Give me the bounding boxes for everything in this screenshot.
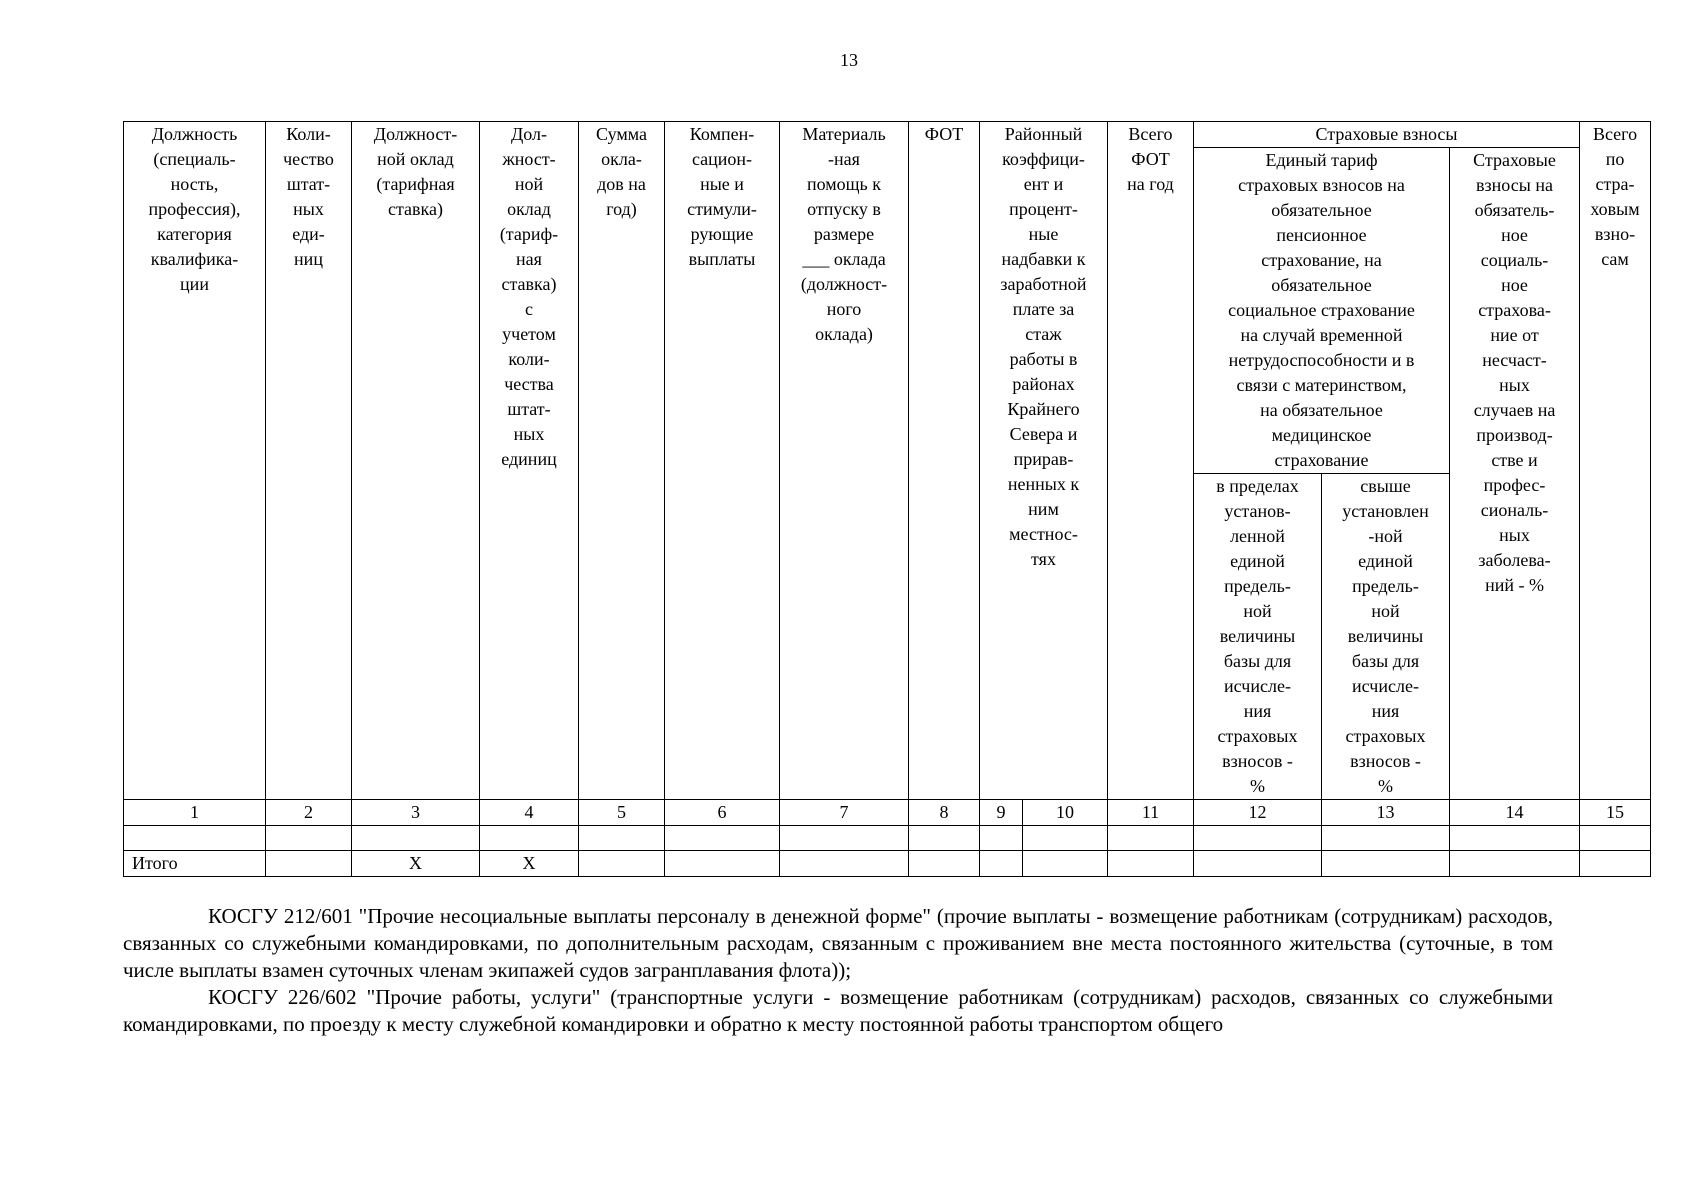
header-salary-with-count: Дол- жност- ной оклад (тариф- ная ставка) с учетом коли- чества штат- ных единиц: [480, 122, 579, 800]
header-annual-salary-sum: Сумма окла- дов на год): [579, 122, 665, 800]
header-total-fot: Всего ФОТ на год: [1108, 122, 1194, 800]
column-number: 15: [1580, 800, 1651, 826]
header-total-insurance: Всего по стра- ховым взно- сам: [1580, 122, 1651, 800]
header-accident-insurance: Страховые взносы на обязатель- ное социаль- ное страхова- ние от несчаст- ных случаев на производ- стве и профес- сиональ- ных заболева- ний - %: [1450, 148, 1580, 800]
paragraph-kosgu-226: КОСГУ 226/602 "Прочие работы, услуги" (транспортные услуги - возмещение работникам (сотрудникам) расходов, связанных со служебными командировками, по проезду к месту служебной командировки и обратно к месту постоянной работы транспортом общего: [123, 985, 1553, 1036]
header-salary: Должност- ной оклад (тарифная ставка): [352, 122, 480, 800]
column-number: 8: [909, 800, 980, 826]
header-fot: ФОТ: [909, 122, 980, 800]
page-number: 13: [840, 50, 858, 70]
header-compensation: Компен- сацион- ные и стимули- рующие выплаты: [665, 122, 780, 800]
column-number: 9: [980, 800, 1023, 826]
payroll-table: [123, 121, 1651, 877]
total-salary-count-marker: Х: [480, 851, 579, 877]
column-number: 3: [352, 800, 480, 826]
column-number: 1: [124, 800, 266, 826]
column-number: 12: [1194, 800, 1322, 826]
column-number: 11: [1108, 800, 1194, 826]
empty-data-row: [124, 826, 1651, 851]
column-number: 7: [780, 800, 909, 826]
column-number: 14: [1450, 800, 1580, 826]
header-material-aid: Материаль -ная помощь к отпуску в размере ___ оклада (должност- ного оклада): [780, 122, 909, 800]
header-insurance-group: Страховые взносы: [1194, 122, 1580, 148]
header-row-1: [124, 122, 1651, 148]
header-above-limit: свыше установлен -ной единой предель- ной величины базы для исчисле- ния страховых взносов - %: [1322, 474, 1450, 800]
column-number: 5: [579, 800, 665, 826]
total-label: Итого: [124, 851, 266, 877]
column-number: 13: [1322, 800, 1450, 826]
total-row: [124, 851, 1651, 877]
column-number: 6: [665, 800, 780, 826]
header-staff-count: Коли- чество штат- ных еди- ниц: [266, 122, 352, 800]
column-number: 2: [266, 800, 352, 826]
total-salary-marker: Х: [352, 851, 480, 877]
header-unified-tariff: Единый тариф страховых взносов на обязательное пенсионное страхование, на обязательное социальное страхование на случай временной нетрудоспособности и в связи с материнством, на обязательное медицинское страхование: [1194, 148, 1450, 474]
column-numbers-row: [124, 800, 1651, 826]
paragraph-kosgu-212: КОСГУ 212/601 "Прочие несоциальные выплаты персоналу в денежной форме" (прочие выплаты - возмещение работникам (сотрудникам) расходов, связанных со служебными командировками, по дополнительным расходам, связанным с проживанием вне места постоянного жительства (суточные, в том числе выплаты взамен суточных членам экипажей судов загранплавания флота));: [123, 904, 1553, 982]
header-regional-coefficient: Районный коэффици- ент и процент- ные надбавки к заработной плате за стаж работы в районах Крайнего Севера и прирав- ненных к ним местнос- тях: [980, 122, 1108, 800]
header-within-limit: в пределах установ- ленной единой предель- ной величины базы для исчисле- ния страховых взносов - %: [1194, 474, 1322, 800]
column-number: 4: [480, 800, 579, 826]
column-number: 10: [1023, 800, 1108, 826]
body-text: [123, 903, 1553, 1038]
header-position: Должность (специаль- ность, профессия), категория квалифика- ции: [124, 122, 266, 800]
